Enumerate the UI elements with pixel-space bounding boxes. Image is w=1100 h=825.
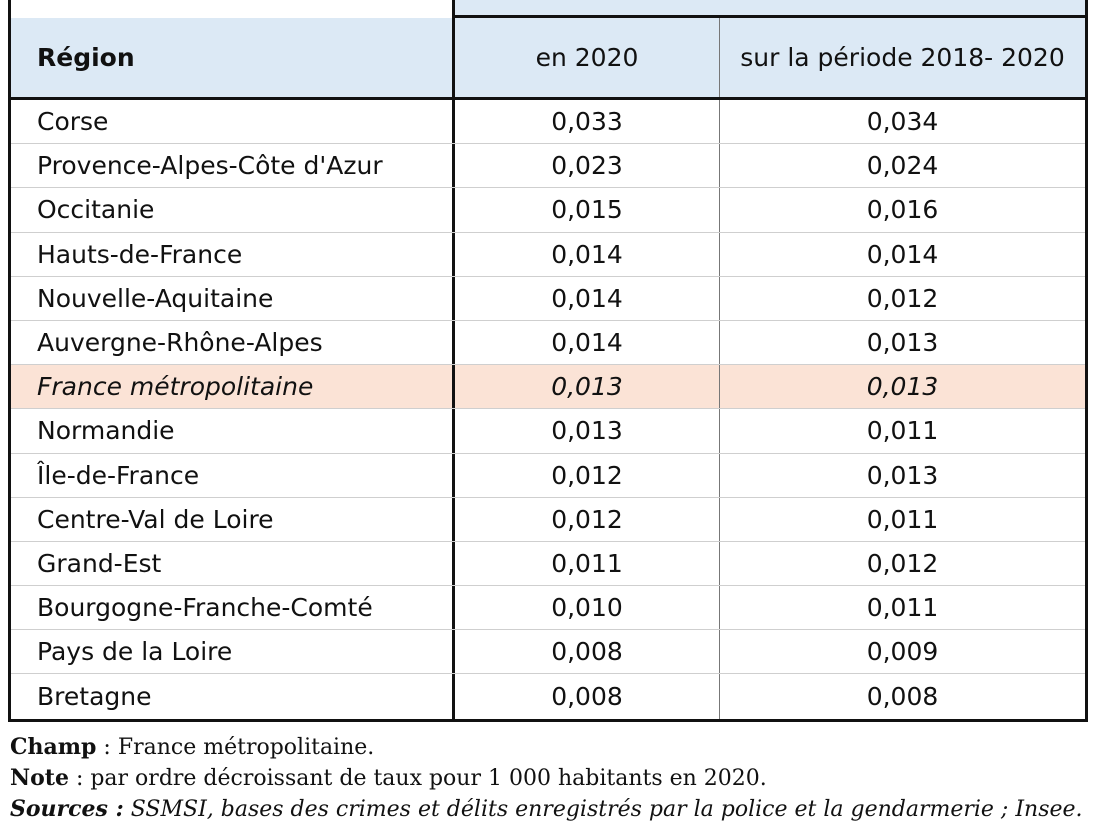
cell-region: Centre-Val de Loire bbox=[37, 504, 274, 534]
cell-period: 0,024 bbox=[866, 151, 939, 181]
cell-region: Nouvelle-Aquitaine bbox=[37, 283, 274, 313]
cell-period: 0,016 bbox=[866, 195, 939, 225]
cell-period: 0,012 bbox=[866, 548, 939, 578]
table-row bbox=[11, 454, 1085, 498]
table-notes bbox=[10, 732, 1095, 825]
cell-2020: 0,014 bbox=[452, 277, 720, 320]
note-sources: Sources : SSMSI, bases des crimes et délits enregistrés par la police et la gendarmerie ; Insee. bbox=[10, 796, 1083, 822]
table-row-highlight bbox=[11, 365, 1085, 409]
cell-2020: 0,014 bbox=[452, 233, 720, 276]
cell-period: 0,012 bbox=[866, 283, 939, 313]
cell-2020: 0,013 bbox=[452, 409, 720, 452]
table-row bbox=[11, 498, 1085, 542]
table-body bbox=[11, 100, 1085, 719]
table-row bbox=[11, 277, 1085, 321]
cell-period: 0,013 bbox=[866, 328, 939, 358]
table-header-row bbox=[11, 18, 1085, 100]
cell-region: Auvergne-Rhône-Alpes bbox=[37, 328, 323, 358]
cell-period: 0,011 bbox=[866, 416, 939, 446]
cell-2020: 0,023 bbox=[452, 144, 720, 187]
table-row bbox=[11, 233, 1085, 277]
table-row bbox=[11, 674, 1085, 718]
table-row bbox=[11, 630, 1085, 674]
cell-region: Corse bbox=[37, 107, 109, 137]
table-row bbox=[11, 586, 1085, 630]
table-row bbox=[11, 409, 1085, 453]
cell-2020: 0,014 bbox=[452, 321, 720, 364]
cell-region: Provence-Alpes-Côte d'Azur bbox=[37, 151, 383, 181]
cell-period: 0,011 bbox=[866, 593, 939, 623]
cell-period: 0,009 bbox=[866, 637, 939, 667]
cell-region: Bretagne bbox=[37, 682, 152, 712]
cell-region: Île-de-France bbox=[37, 460, 200, 490]
cell-period: 0,011 bbox=[866, 504, 939, 534]
table-group-header bbox=[452, 0, 1085, 18]
note-order: Note : par ordre décroissant de taux pour 1 000 habitants en 2020. bbox=[10, 765, 767, 791]
cell-2020: 0,011 bbox=[452, 542, 720, 585]
data-table bbox=[8, 0, 1088, 722]
cell-2020: 0,033 bbox=[452, 100, 720, 143]
cell-period: 0,014 bbox=[866, 239, 939, 269]
cell-region: Normandie bbox=[37, 416, 175, 446]
cell-region: France métropolitaine bbox=[37, 372, 314, 402]
cell-2020: 0,008 bbox=[452, 630, 720, 673]
cell-2020: 0,013 bbox=[452, 365, 720, 408]
header-period: sur la période 2018- 2020 bbox=[740, 43, 1065, 72]
cell-region: Hauts-de-France bbox=[37, 239, 243, 269]
cell-2020: 0,010 bbox=[452, 586, 720, 629]
table-row bbox=[11, 144, 1085, 188]
header-year-2020: en 2020 bbox=[452, 18, 720, 97]
cell-period: 0,013 bbox=[866, 460, 939, 490]
table-row bbox=[11, 542, 1085, 586]
cell-2020: 0,012 bbox=[452, 498, 720, 541]
cell-region: Bourgogne-Franche-Comté bbox=[37, 593, 373, 623]
header-region: Région bbox=[37, 43, 135, 72]
note-champ: Champ : France métropolitaine. bbox=[10, 734, 375, 760]
table-row bbox=[11, 188, 1085, 232]
cell-2020: 0,015 bbox=[452, 188, 720, 231]
cell-period: 0,034 bbox=[866, 107, 939, 137]
table-top-header-strip bbox=[11, 0, 1085, 18]
cell-2020: 0,012 bbox=[452, 454, 720, 497]
cell-region: Pays de la Loire bbox=[37, 637, 233, 667]
table-row bbox=[11, 321, 1085, 365]
cell-2020: 0,008 bbox=[452, 674, 720, 718]
cell-period: 0,008 bbox=[866, 682, 939, 712]
cell-period: 0,013 bbox=[866, 372, 939, 402]
cell-region: Occitanie bbox=[37, 195, 155, 225]
cell-region: Grand-Est bbox=[37, 548, 162, 578]
table-row bbox=[11, 100, 1085, 144]
